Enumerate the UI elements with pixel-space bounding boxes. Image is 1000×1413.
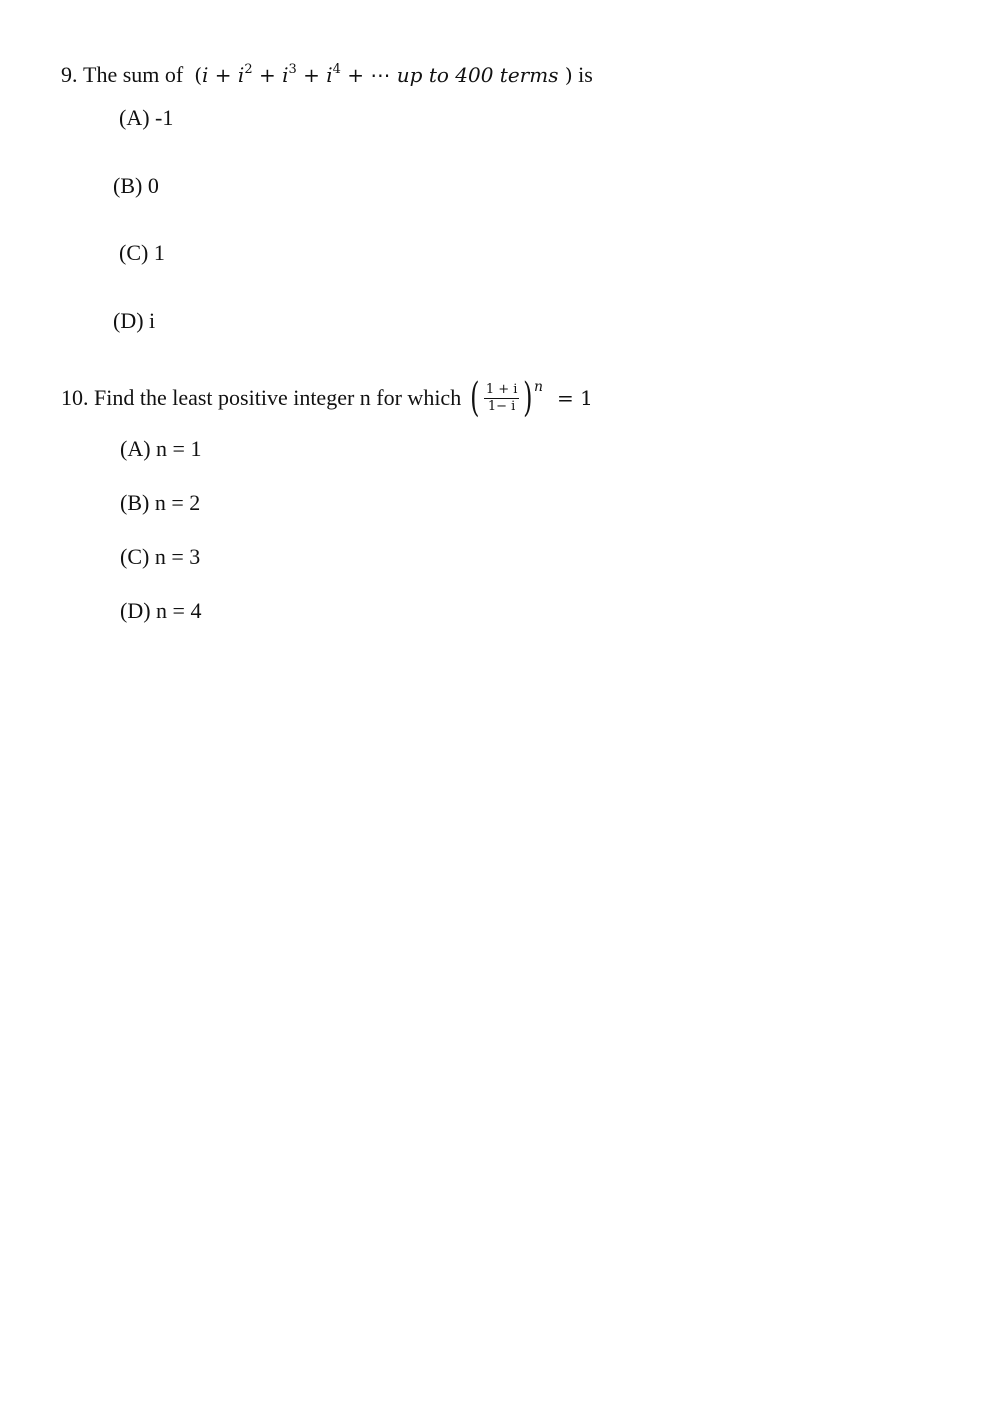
math-denominator: 1− i — [487, 398, 516, 414]
math-plus-2: + — [258, 63, 276, 87]
math-i-2: i — [237, 63, 245, 87]
math-i-1: i — [202, 63, 209, 87]
q9-option-c[interactable]: (C) 1 — [119, 240, 165, 265]
math-exp-3: 3 — [288, 62, 297, 77]
math-i-4: i — [326, 63, 333, 87]
math-rhs: = 1 — [557, 386, 593, 410]
question-10-prefix: Find the least positive integer n for which — [94, 385, 462, 410]
q10-option-a[interactable]: (A) n = 1 — [120, 436, 202, 461]
question-9-expression — [194, 60, 572, 90]
question-9-stem — [61, 60, 593, 90]
math-plus-3: + — [303, 63, 320, 87]
question-10-expression — [467, 375, 593, 421]
math-open-paren: ( — [470, 375, 480, 421]
q10-option-b[interactable]: (B) n = 2 — [120, 490, 201, 515]
question-10-stem — [61, 375, 593, 421]
math-plus-1: + — [214, 63, 232, 87]
math-close-paren: ) — [523, 375, 533, 421]
math-plus-4: + — [347, 63, 365, 87]
math-fraction — [484, 383, 520, 414]
question-9-suffix: is — [578, 62, 593, 87]
question-9 — [61, 60, 593, 90]
math-ellipsis: ⋯ — [370, 63, 391, 87]
q9-option-a[interactable]: (A) -1 — [119, 105, 174, 130]
question-10-number: 10. — [61, 385, 89, 410]
math-tail: up to 400 terms — [396, 63, 559, 87]
q9-option-b[interactable]: (B) 0 — [113, 173, 159, 198]
math-close-paren: ) — [564, 63, 573, 87]
question-10 — [61, 375, 593, 421]
math-exp-2: 2 — [244, 62, 253, 77]
math-i-3: i — [282, 63, 289, 87]
math-numerator: 1 + i — [485, 381, 518, 397]
math-exponent: n — [534, 379, 544, 395]
math-open-paren: ( — [194, 63, 203, 87]
q10-option-d[interactable]: (D) n = 4 — [120, 598, 202, 623]
math-exp-4: 4 — [332, 62, 341, 77]
question-9-prefix: The sum of — [83, 62, 184, 87]
q9-option-d[interactable]: (D) i — [113, 308, 156, 333]
question-9-number: 9. — [61, 62, 78, 87]
q10-option-c[interactable]: (C) n = 3 — [120, 544, 201, 569]
